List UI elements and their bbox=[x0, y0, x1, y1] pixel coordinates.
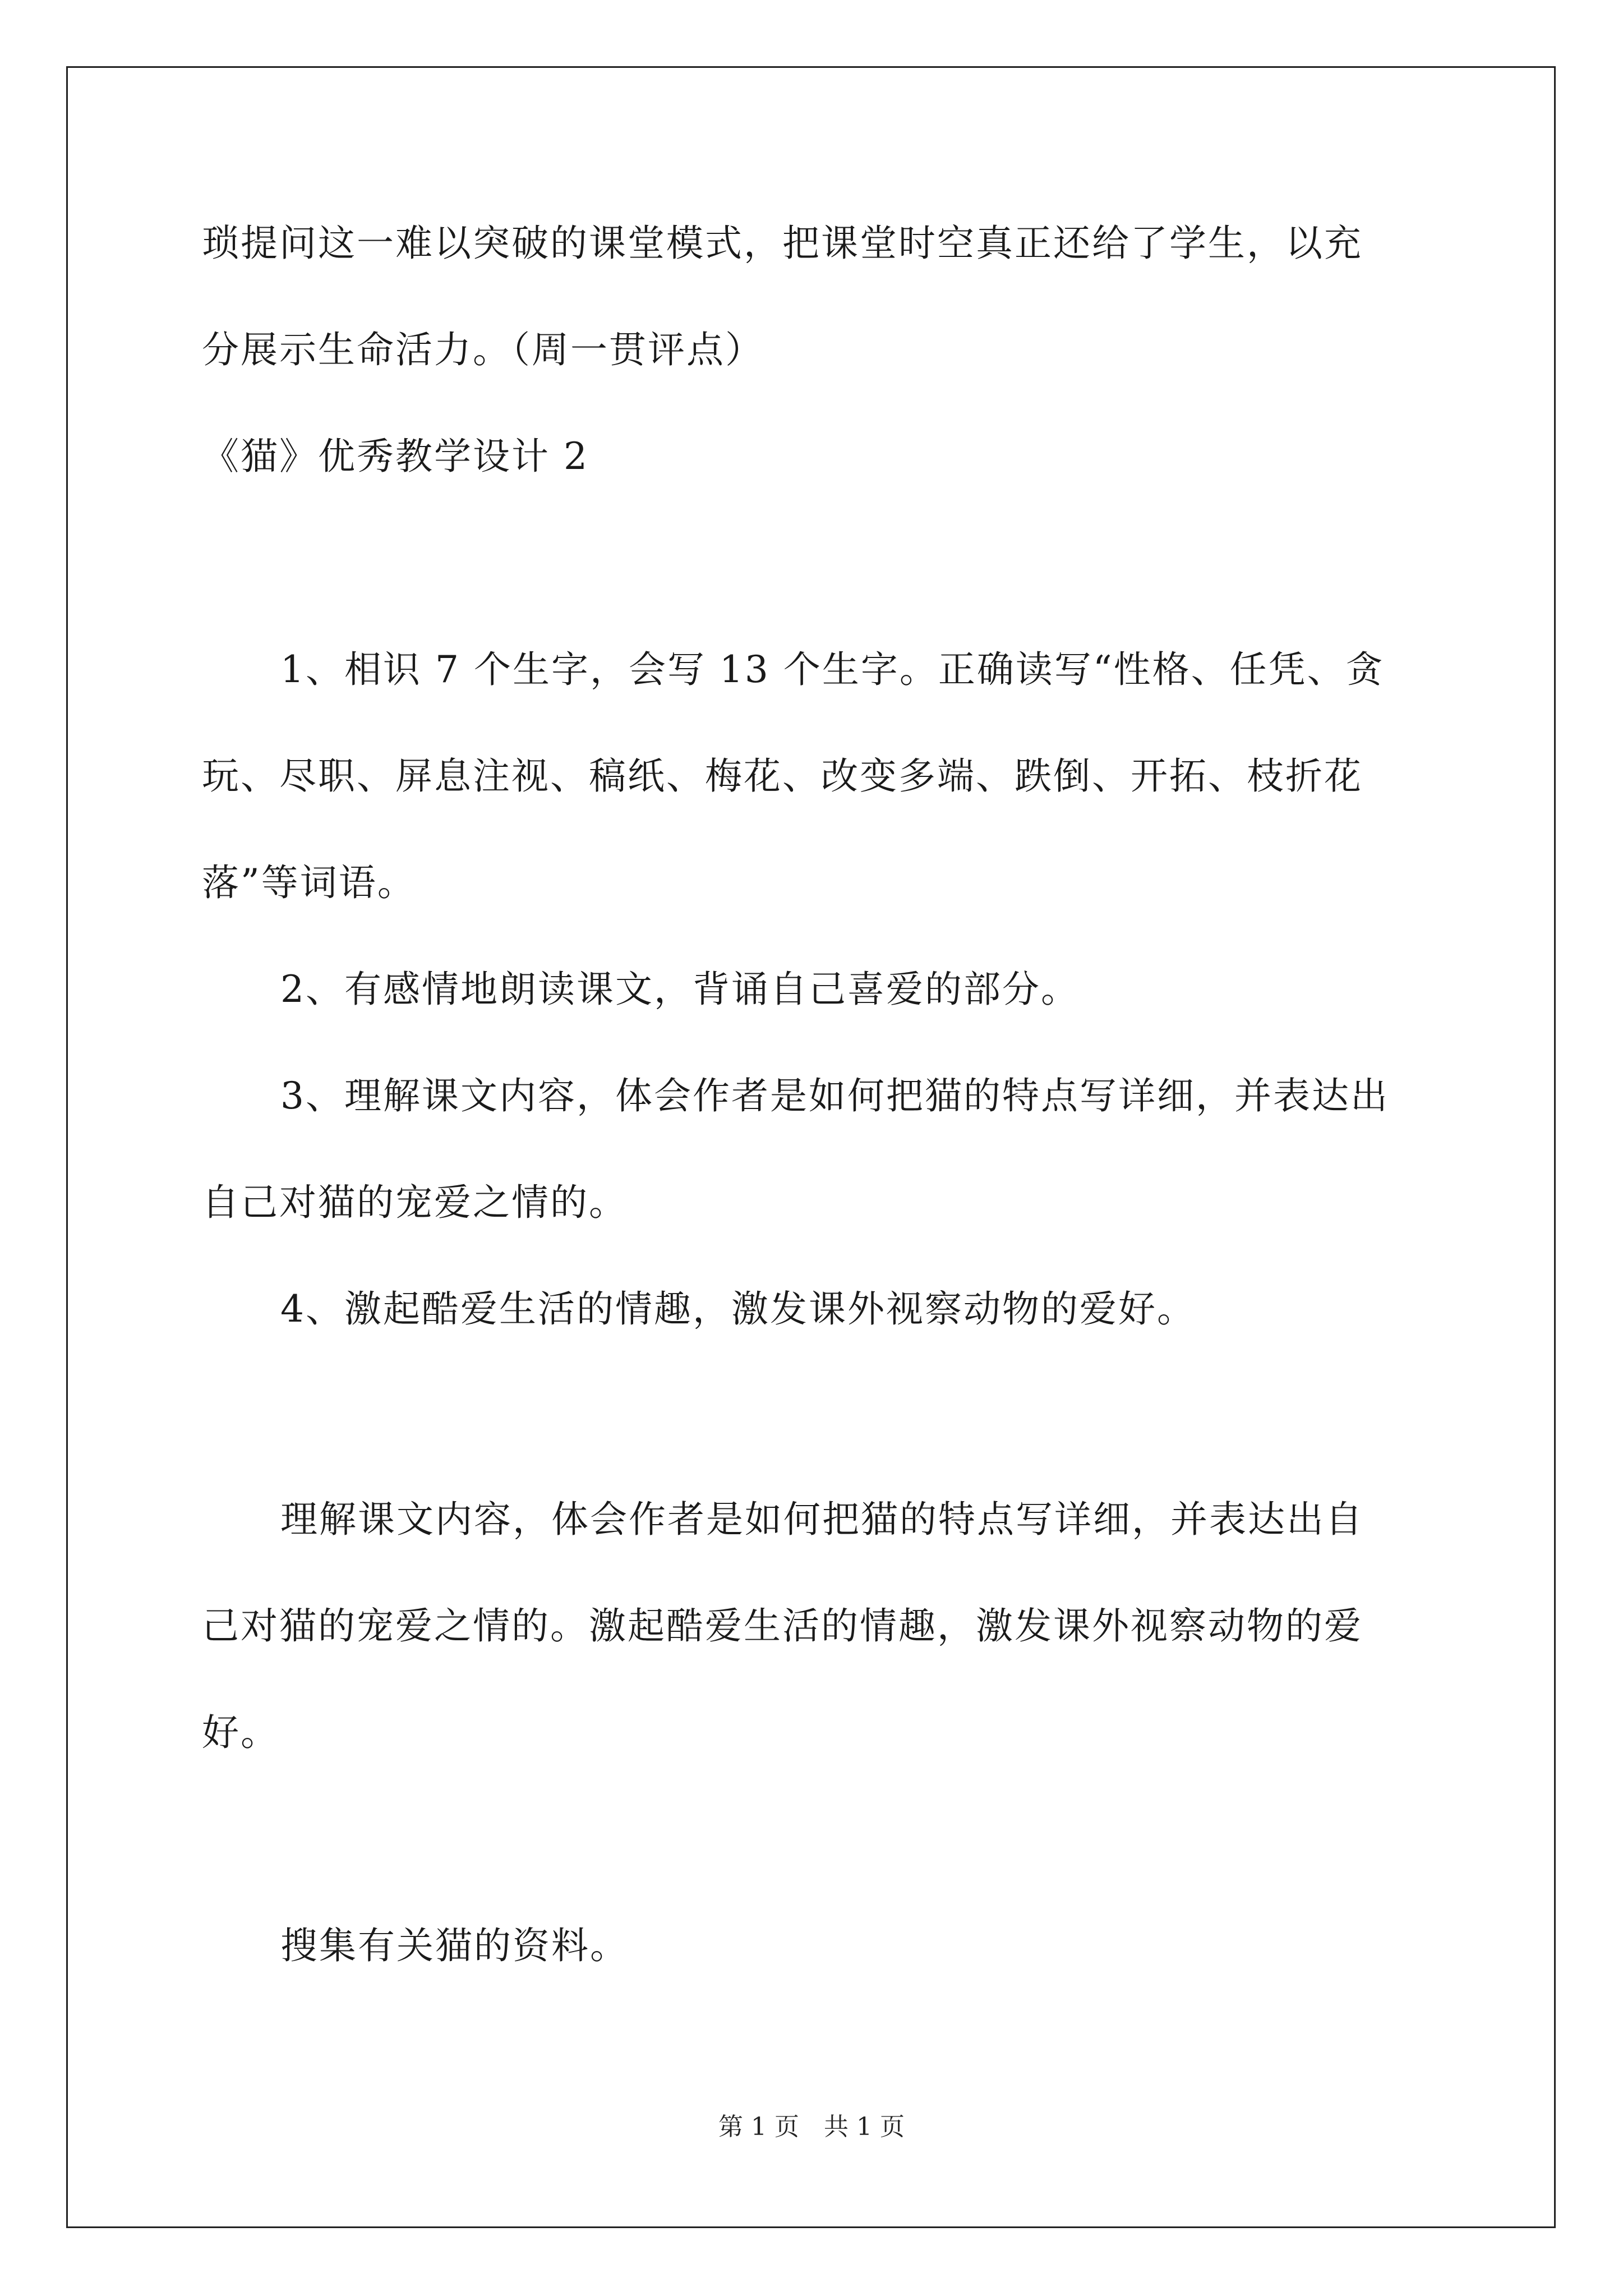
objective-item-2: 2、有感情地朗读课文，背诵自己喜爱的部分。 bbox=[280, 968, 1080, 1011]
page-footer bbox=[0, 2106, 1623, 2142]
page-total: 共 1 页 bbox=[824, 2113, 905, 2141]
section-title: 《猫》优秀教学设计 2 bbox=[202, 435, 589, 478]
paragraph-line: 玩、尽职、屏息注视、稿纸、梅花、改变多端、跌倒、开拓、枝折花 bbox=[202, 754, 1363, 798]
page-number: 第 1 页 bbox=[718, 2113, 799, 2141]
paragraph-line: 落”等词语。 bbox=[202, 861, 416, 904]
key-points-paragraph: 理解课文内容，体会作者是如何把猫的特点写详细，并表达出自 bbox=[280, 1498, 1364, 1541]
paragraph-line: 分展示生命活力。（周一贯评点） bbox=[202, 328, 764, 371]
objective-item-3: 3、理解课文内容，体会作者是如何把猫的特点写详细，并表达出 bbox=[280, 1074, 1389, 1117]
objective-item-1: 1、相识 7 个生字，会写 13 个生字。正确读写“性格、任凭、贪 bbox=[280, 648, 1385, 691]
paragraph-line: 自己对猫的宠爱之情的。 bbox=[202, 1181, 628, 1224]
objective-item-4: 4、激起酷爱生活的情趣，激发课外视察动物的爱好。 bbox=[280, 1287, 1196, 1331]
paragraph-line: 己对猫的宠爱之情的。激起酷爱生活的情趣，激发课外视察动物的爱 bbox=[202, 1604, 1363, 1648]
preparation-paragraph: 搜集有关猫的资料。 bbox=[280, 1924, 629, 1967]
page-frame bbox=[66, 66, 1556, 2228]
paragraph-line: 琐提问这一难以突破的课堂模式，把课堂时空真正还给了学生，以充 bbox=[202, 222, 1363, 265]
paragraph-line: 好。 bbox=[202, 1711, 279, 1754]
